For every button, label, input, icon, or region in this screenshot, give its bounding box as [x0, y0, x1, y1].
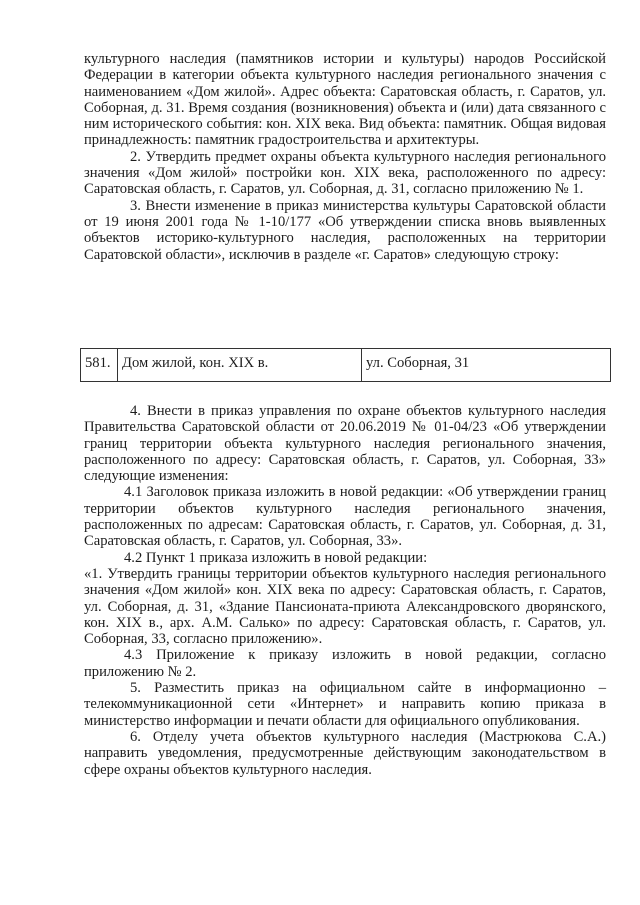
paragraph-4-2: 4.2 Пункт 1 приказа изложить в новой редакции:	[124, 549, 428, 566]
table-cell-number: 581.	[81, 349, 118, 381]
text-block-top	[84, 51, 606, 263]
table-cell-address: ул. Соборная, 31	[366, 355, 470, 371]
text-block-bottom	[84, 403, 606, 778]
paragraph-4: 4. Внести в приказ управления по охране объектов культурного наследия Правительства Саратовской области от 20.06.2019 № 01-04/23 «Об утверждении границ территории объекта культурного наследия регионального значения, расположенного по адресу: Саратовская область, г. Саратов, ул. Соборная, 33» следующие изменения:	[84, 403, 606, 485]
table-cell-name: Дом жилой, кон. XIX в.	[118, 349, 362, 381]
excluded-row-table	[80, 348, 611, 382]
paragraph-2: 2. Утвердить предмет охраны объекта культурного наследия регионального значения «Дом жилой» постройки кон. XIX века, расположенного по адресу: Саратовская область, г. Саратов, ул. Соборная, д. 31, согласно приложению № 1.	[84, 148, 606, 198]
paragraph-6: 6. Отделу учета объектов культурного наследия (Мастрюкова С.А.) направить уведомления, предусмотренные действующим законодательством в сфере охраны объектов культурного наследия.	[84, 728, 606, 778]
paragraph-4-3: 4.3 Приложение к приказу изложить в новой редакции, согласно приложению № 2.	[84, 647, 606, 680]
paragraph-4-2-quote: «1. Утвердить границы территории объектов культурного наследия регионального значения «Дом жилой» кон. XIX века по адресу: Саратовская область, г. Саратов, ул. Соборная, д. 31, «Здание Пансионата-приюта Александровского дворянского, кон. XIX в., арх. А.М. Салько» по адресу: Саратовская область, г. Саратов, ул. Соборная, 33, согласно приложению».	[84, 565, 606, 648]
paragraph-3: 3. Внести изменение в приказ министерства культуры Саратовской области от 19 июня 2001 года № 1-10/177 «Об утверждении списка вновь выявленных объектов историко-культурного наследия, расположенных на территории Саратовской области», исключив в разделе «г. Саратов» следующую строку:	[84, 197, 606, 263]
paragraph-1-continuation: культурного наследия (памятников истории и культуры) народов Российской Федерации в категории объекта культурного наследия регионального значения с наименованием «Дом жилой». Адрес объекта: Саратовская область, г. Саратов, ул. Соборная, д. 31. Время создания (возникновения) объекта и (или) дата связанного с ним исторического события: кон. XIX века. Вид объекта: памятник. Общая видовая принадлежность: памятник градостроительства и архитектуры.	[84, 51, 606, 149]
paragraph-4-1: 4.1 Заголовок приказа изложить в новой редакции: «Об утверждении границ территории объектов культурного наследия регионального значения, расположенных по адресам: Саратовская область, г. Саратов, ул. Соборная, д. 31, Саратовская область, г. Саратов, ул. Соборная, 33».	[84, 484, 606, 550]
paragraph-5: 5. Разместить приказ на официальном сайте в информационно – телекоммуникационной сети «Интернет» и направить копию приказа в министерство информации и печати области для официального опубликования.	[84, 680, 606, 729]
